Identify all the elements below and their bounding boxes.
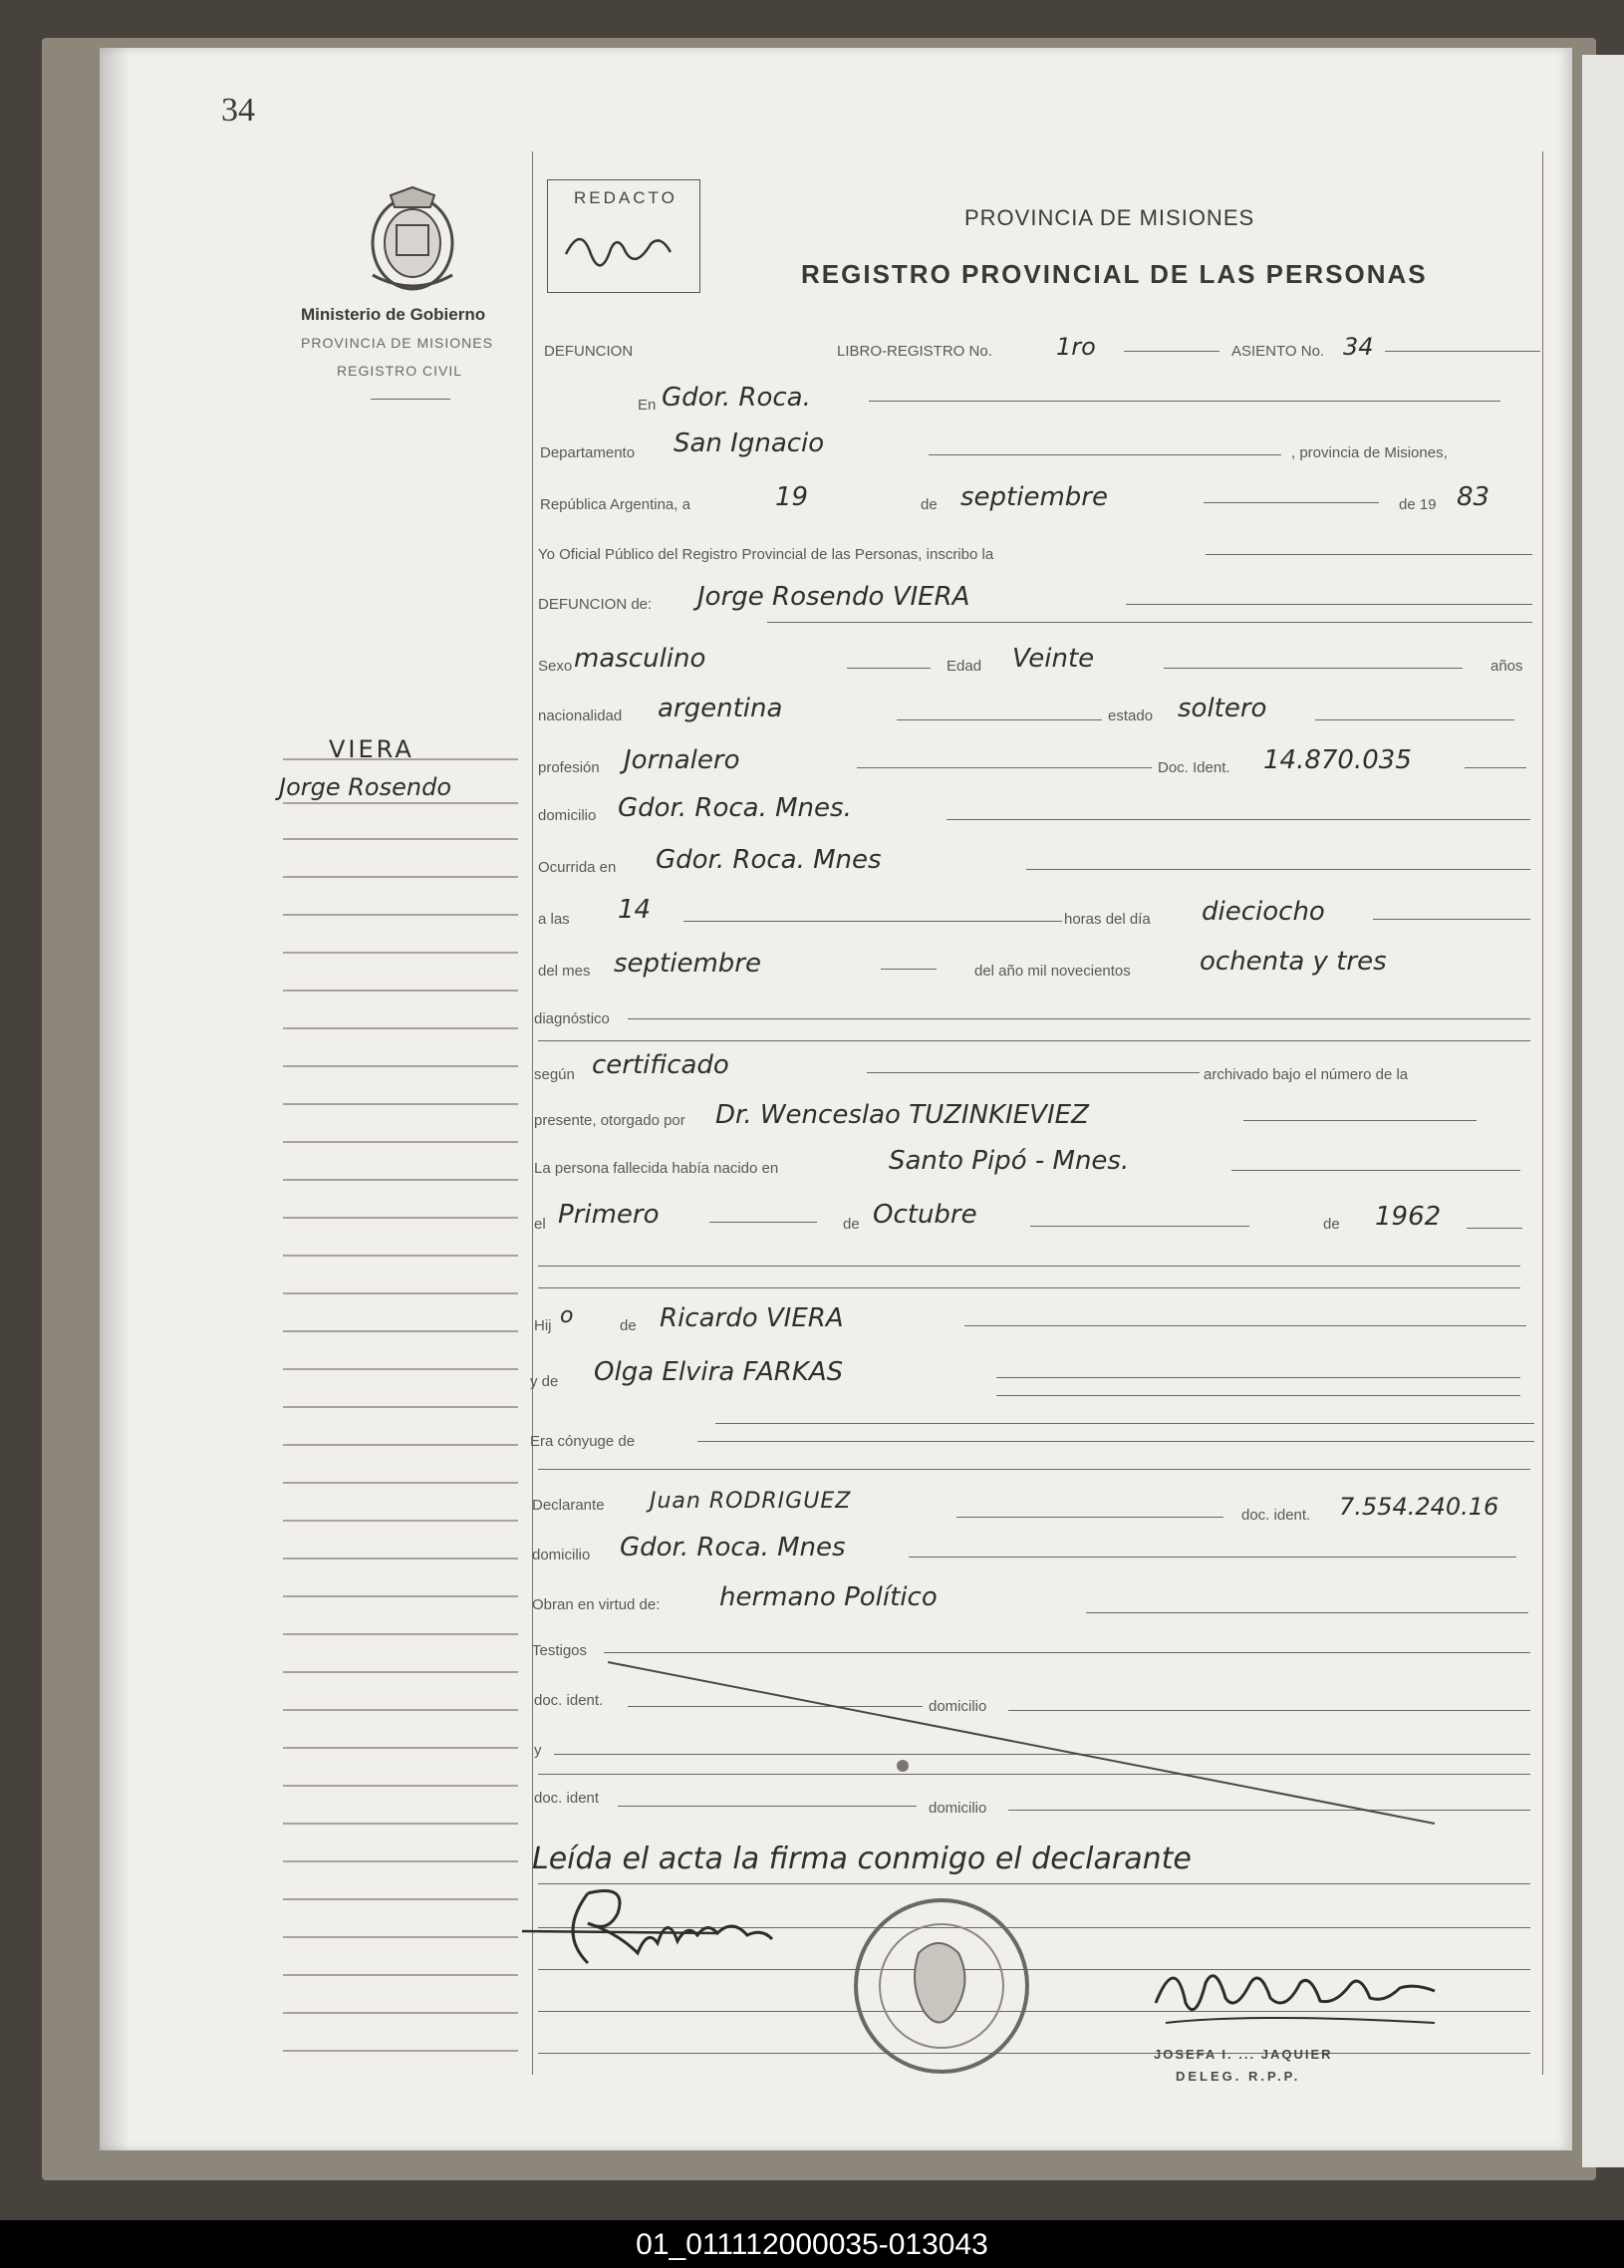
margin-given-names: Jorge Rosendo	[279, 773, 452, 801]
registry-heading: REGISTRO PROVINCIAL DE LAS PERSONAS	[801, 259, 1428, 289]
nacimiento-dia-line	[709, 1222, 817, 1223]
dia-letras-value: dieciocho	[1202, 897, 1325, 927]
libro-line	[1124, 351, 1219, 352]
testigos-strike-line	[598, 1654, 1445, 1834]
nacionalidad-label: nacionalidad	[538, 708, 623, 724]
profesion-line	[857, 767, 1152, 768]
redacto-label: REDACTO	[574, 188, 677, 207]
closing-statement: Leída el acta la firma conmigo el declarante	[532, 1842, 1192, 1876]
diagnostico-label: diagnóstico	[534, 1010, 610, 1027]
a-las-label: a las	[538, 911, 570, 928]
ocurrida-line	[1026, 869, 1530, 870]
mes-value: septiembre	[960, 482, 1108, 512]
defuncion-line-2	[767, 622, 1532, 623]
edad-label: Edad	[947, 658, 982, 675]
redacto-initials-signature	[556, 214, 695, 284]
ministry-label: Ministerio de Gobierno	[301, 305, 486, 324]
official-title: DELEG. R.P.P.	[1176, 2069, 1301, 2084]
nacionalidad-value: argentina	[658, 694, 783, 723]
obran-label: Obran en virtud de:	[532, 1596, 661, 1613]
yo-oficial-label: Yo Oficial Público del Registro Provincial de las Personas, inscribo la	[538, 546, 994, 563]
footer-filename: 01_011112000035-013043	[636, 2228, 988, 2261]
segun-label: según	[534, 1066, 575, 1083]
testigos-label: Testigos	[532, 1642, 588, 1659]
nacimiento-lugar-line	[1231, 1170, 1520, 1171]
padre-value: Ricardo VIERA	[660, 1303, 844, 1333]
provincia-label: , provincia de Misiones,	[1291, 444, 1448, 461]
doc-ident2-label: doc. ident.	[1241, 1507, 1311, 1524]
yo-oficial-line	[1206, 554, 1532, 555]
act-type-label: DEFUNCION	[544, 343, 634, 360]
madre-line-1	[996, 1377, 1520, 1378]
domicilio-value: Gdor. Roca. Mnes.	[618, 793, 852, 823]
nacimiento-lugar-value: Santo Pipó - Mnes.	[889, 1146, 1130, 1176]
en-line	[869, 401, 1500, 402]
nacimiento-mes-value: Octubre	[873, 1200, 977, 1230]
de-b-label: de	[843, 1216, 860, 1233]
libro-value: 1ro	[1056, 333, 1096, 361]
departamento-line	[929, 454, 1281, 455]
ocurrida-value: Gdor. Roca. Mnes	[656, 845, 882, 875]
page-border-right	[1542, 151, 1543, 2075]
hora-value: 14	[618, 895, 652, 925]
nacimiento-ano-line	[1467, 1228, 1522, 1229]
conyuge-line-3	[538, 1469, 1530, 1470]
diagnostico-line-2	[538, 1040, 1530, 1041]
province-heading: PROVINCIA DE MISIONES	[964, 205, 1255, 230]
de19-label: de 19	[1399, 496, 1437, 513]
nacionalidad-line	[897, 719, 1102, 720]
vinculo-line	[1086, 1612, 1528, 1613]
horas-label: horas del día	[1064, 911, 1151, 928]
margin-ruled-lines	[283, 0, 522, 2192]
edad-value: Veinte	[1012, 644, 1095, 674]
asiento-line	[1385, 351, 1540, 352]
madre-line-2	[996, 1395, 1520, 1396]
profesion-label: profesión	[538, 759, 600, 776]
hijo-suffix: o	[560, 1303, 574, 1328]
doc-value: 14.870.035	[1263, 745, 1412, 775]
del-ano-label: del año mil novecientos	[974, 963, 1131, 980]
hora-line	[683, 921, 1062, 922]
ocurrida-label: Ocurrida en	[538, 859, 617, 876]
official-signature	[1136, 1943, 1465, 2043]
y-label: y	[534, 1742, 542, 1759]
edad-line	[1164, 668, 1463, 669]
estado-line	[1315, 719, 1514, 720]
asiento-label: ASIENTO No.	[1231, 343, 1325, 360]
hijo-label: Hij	[534, 1317, 552, 1334]
profesion-value: Jornalero	[624, 745, 740, 775]
declarante-domicilio-line	[909, 1557, 1516, 1558]
declarante-line	[956, 1517, 1223, 1518]
official-name: JOSEFA I. ... JAQUIER	[1154, 2047, 1333, 2062]
conyuge-line-1	[697, 1441, 1534, 1442]
declarant-signature	[518, 1873, 797, 1983]
estado-value: soltero	[1178, 694, 1267, 723]
declarante-domicilio-value: Gdor. Roca. Mnes	[620, 1533, 846, 1562]
mes-letras-line	[881, 969, 937, 970]
de-c-label: de	[1323, 1216, 1340, 1233]
anos-label: años	[1490, 658, 1523, 675]
padre-line	[964, 1325, 1526, 1326]
sign-line-5	[538, 2053, 1530, 2054]
testigos-line	[604, 1652, 1530, 1653]
de-label: de	[921, 496, 938, 513]
margin-surname: VIERA	[329, 735, 414, 763]
column-divider-left	[532, 151, 533, 2075]
sexo-label: Sexo	[538, 658, 573, 675]
declarante-value: Juan RODRIGUEZ	[650, 1489, 852, 1514]
doc-line	[1465, 767, 1526, 768]
dia-value: 19	[775, 482, 809, 512]
ano-value: 83	[1457, 482, 1490, 512]
domicilio2-label: domicilio	[532, 1547, 591, 1563]
nacimiento-mes-line	[1030, 1226, 1249, 1227]
declarante-doc-value: 7.554.240.16	[1339, 1493, 1499, 1521]
nacimiento-ano-value: 1962	[1375, 1202, 1442, 1232]
certificado-line	[867, 1072, 1200, 1073]
domicilio-label: domicilio	[538, 807, 597, 824]
medico-value: Dr. Wenceslao TUZINKIEVIEZ	[715, 1100, 1089, 1130]
conyuge-line-2	[715, 1423, 1534, 1424]
medico-line	[1243, 1120, 1477, 1121]
defuncion-line-1	[1126, 604, 1532, 605]
mes-letras-value: septiembre	[614, 949, 761, 979]
sexo-value: masculino	[574, 644, 706, 674]
domicilio3-label: domicilio	[929, 1698, 987, 1715]
ministry-office: REGISTRO CIVIL	[337, 363, 463, 379]
ministry-province: PROVINCIA DE MISIONES	[301, 335, 493, 351]
vinculo-value: hermano Político	[719, 1582, 938, 1612]
declarante-label: Declarante	[532, 1497, 605, 1514]
era-conyuge-label: Era cónyuge de	[530, 1433, 636, 1450]
defuncion-de-label: DEFUNCION de:	[538, 596, 653, 613]
domicilio-line	[947, 819, 1530, 820]
doc-ident4-label: doc. ident	[534, 1790, 600, 1807]
doc-ident-label: Doc. Ident.	[1158, 759, 1230, 776]
el-label: el	[534, 1216, 546, 1233]
en-label: En	[638, 397, 657, 414]
estado-label: estado	[1108, 708, 1154, 724]
next-page-edge	[1582, 55, 1624, 2167]
blank-line-1	[538, 1266, 1520, 1267]
sexo-line	[847, 668, 931, 669]
libro-label: LIBRO-REGISTRO No.	[837, 343, 992, 360]
diagnostico-line-1	[628, 1018, 1530, 1019]
certificado-value: certificado	[592, 1050, 729, 1080]
page-number: 34	[221, 92, 255, 129]
ano-letras-value: ochenta y tres	[1200, 947, 1387, 977]
y-de-label: y de	[530, 1373, 559, 1390]
blank-line-2	[538, 1287, 1520, 1288]
nacido-label: La persona fallecida había nacido en	[534, 1160, 779, 1177]
departamento-label: Departamento	[540, 444, 636, 461]
nacimiento-dia-value: Primero	[558, 1200, 660, 1230]
redacto-box	[547, 179, 700, 293]
mes-line	[1204, 502, 1379, 503]
doc-ident3-label: doc. ident.	[534, 1692, 604, 1709]
republica-label: República Argentina, a	[540, 496, 690, 513]
official-seal	[849, 1893, 1034, 2079]
en-value: Gdor. Roca.	[662, 383, 811, 413]
departamento-value: San Ignacio	[674, 428, 825, 458]
fallecido-value: Jorge Rosendo VIERA	[697, 582, 970, 612]
presente-label: presente, otorgado por	[534, 1112, 685, 1129]
spine-shadow	[100, 48, 130, 2150]
de-d-label: de	[620, 1317, 637, 1334]
madre-value: Olga Elvira FARKAS	[594, 1357, 844, 1387]
asiento-value: 34	[1343, 333, 1374, 361]
del-mes-label: del mes	[538, 963, 591, 980]
dia-letras-line	[1373, 919, 1530, 920]
domicilio4-label: domicilio	[929, 1800, 987, 1817]
archivado-label: archivado bajo el número de la	[1204, 1066, 1409, 1083]
